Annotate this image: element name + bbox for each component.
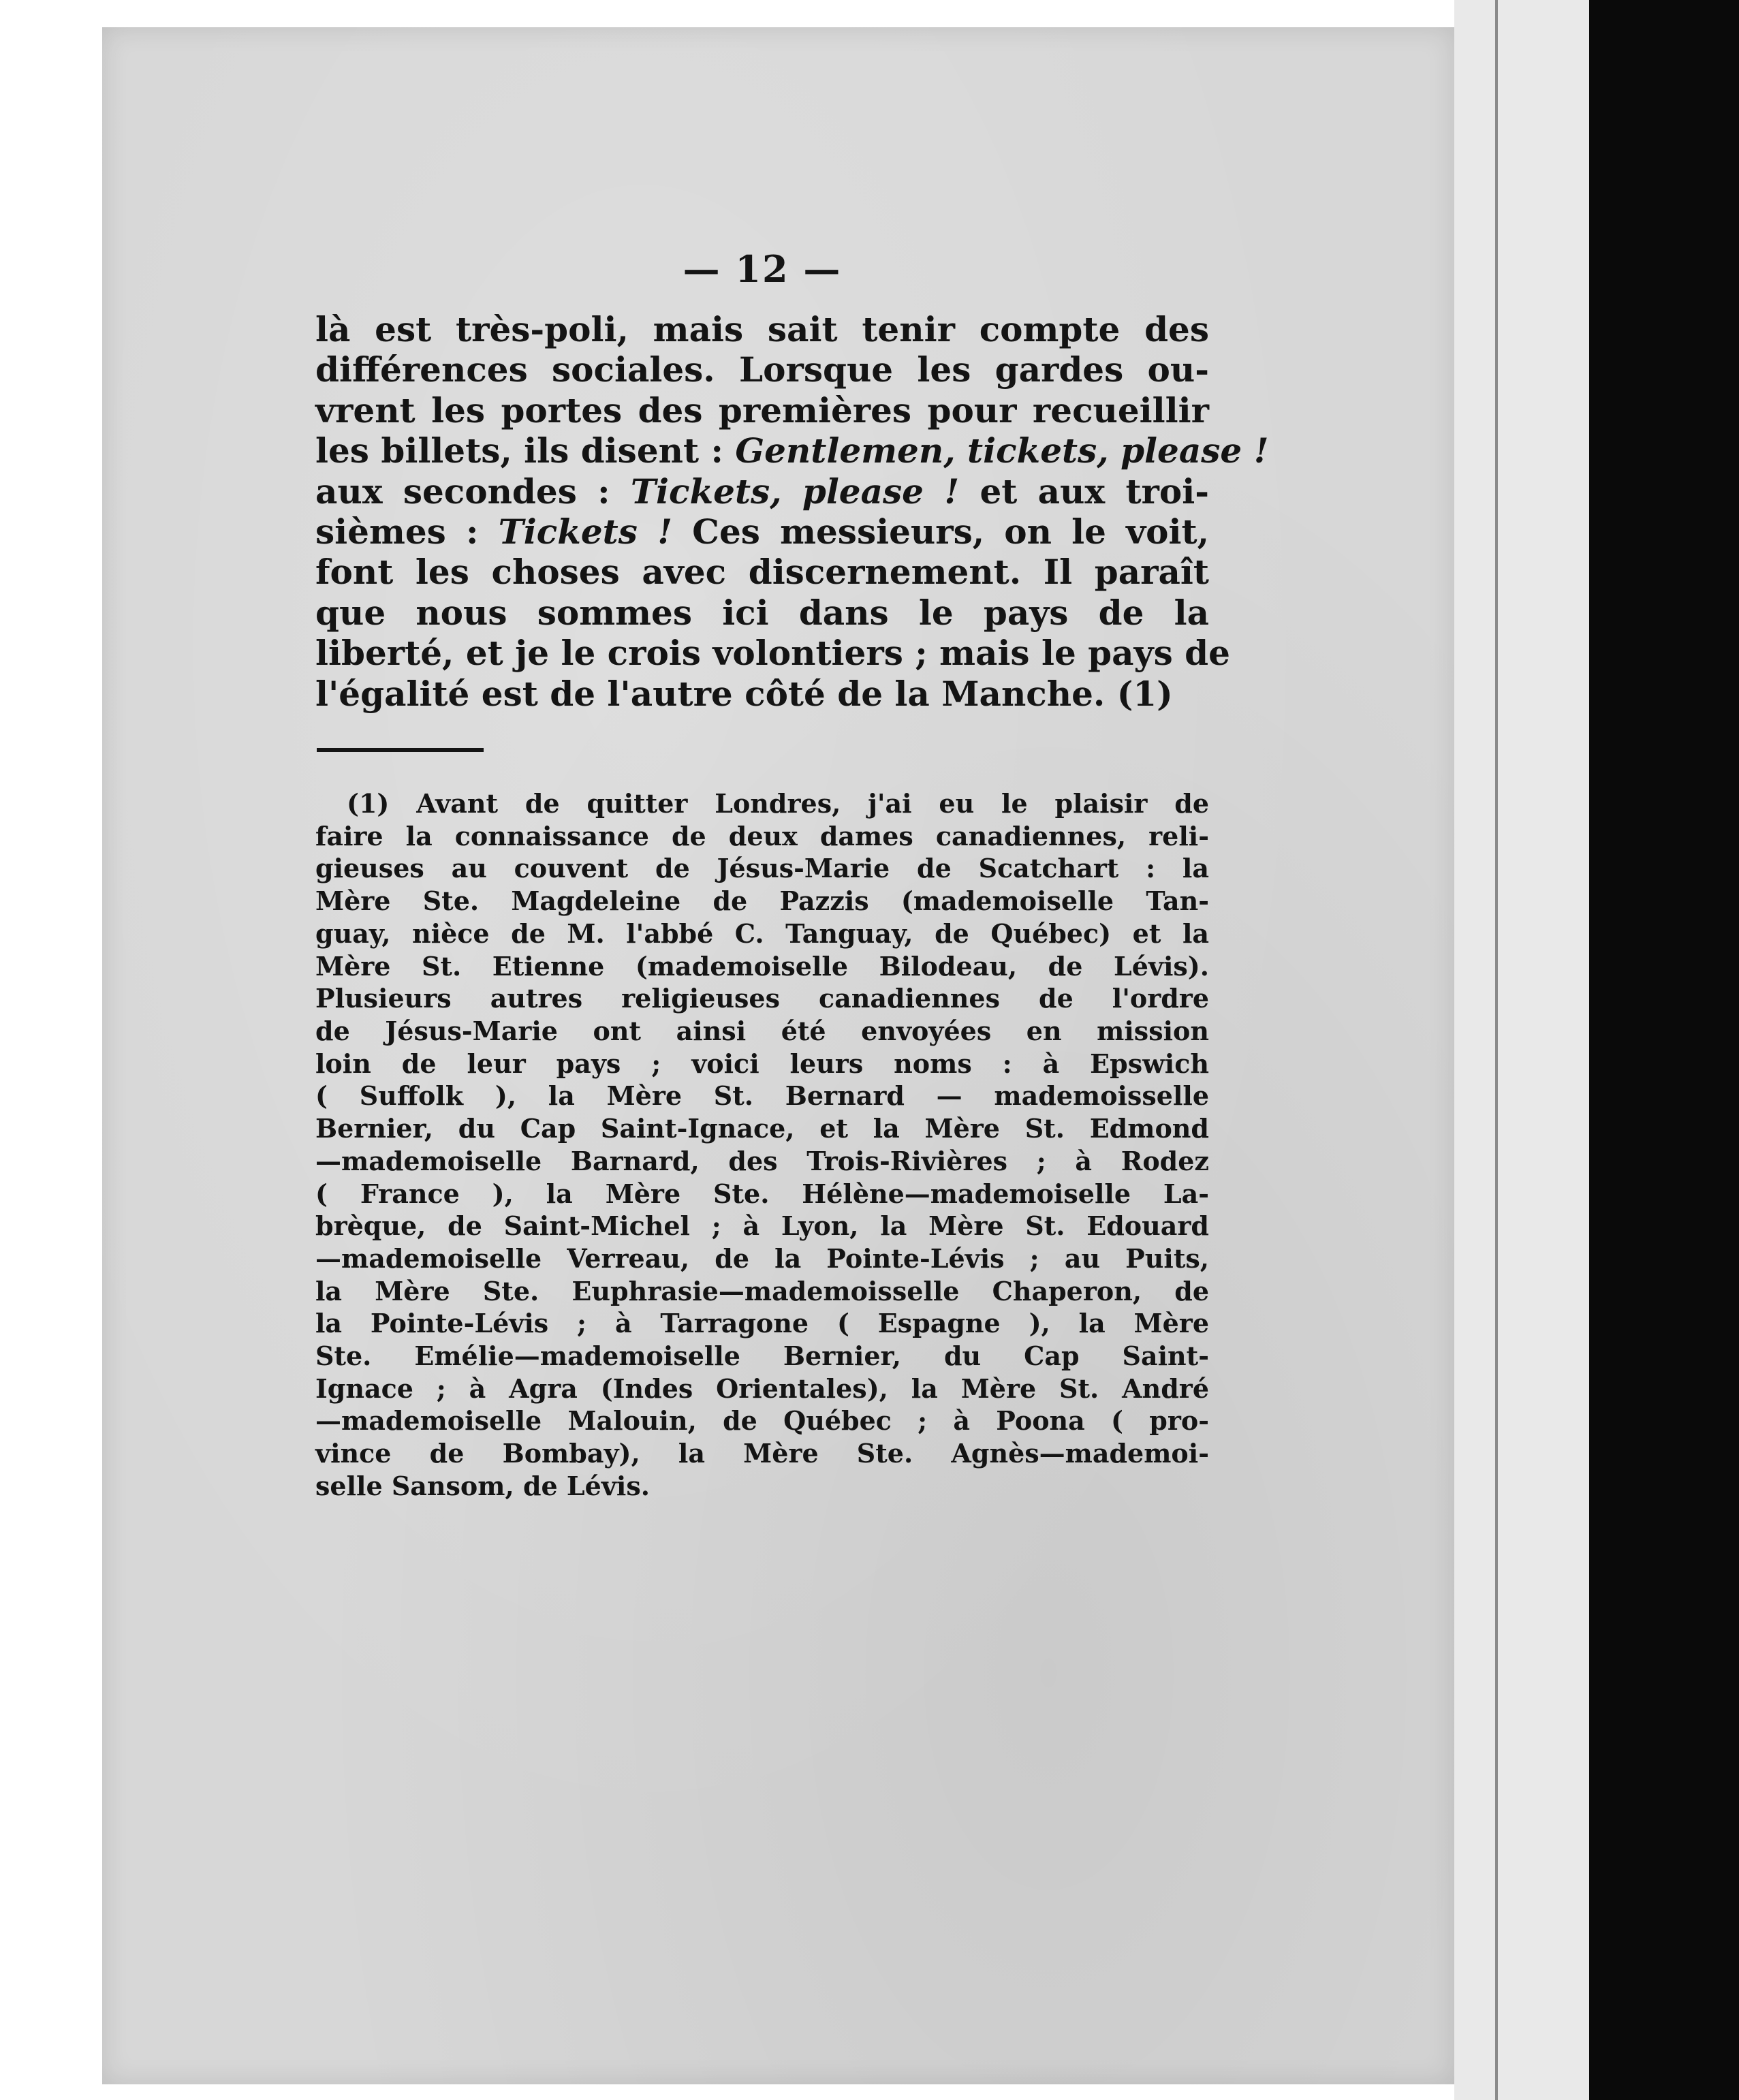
footnote-line: loin de leur pays ; voici leurs noms : à Epswich xyxy=(315,1048,1209,1079)
footnote-line: gieuses au couvent de Jésus-Marie de Scatchart : la xyxy=(315,853,1209,884)
footnote-line: la Mère Ste. Euphrasie—mademoisselle Chaperon, de xyxy=(315,1275,1209,1306)
main-text-line: là est très-poli, mais sait tenir compte des xyxy=(315,309,1209,349)
footnote-line: —mademoiselle Verreau, de la Pointe-Lévis ; au Puits, xyxy=(315,1242,1209,1274)
main-text-segment: les billets, ils disent : xyxy=(315,430,723,471)
main-text-segment: aux secondes : xyxy=(315,471,610,512)
italic-phrase: Tickets ! xyxy=(498,512,673,552)
page-content xyxy=(315,245,1269,1503)
italic-phrase: Gentlemen, tickets, please ! xyxy=(735,430,1269,471)
footnote xyxy=(315,787,1209,1502)
main-text-line: que nous sommes ici dans le pays de la xyxy=(315,592,1209,633)
main-text-line: font les choses avec discernement. Il paraît xyxy=(315,552,1209,593)
footnote-line: de Jésus-Marie ont ainsi été envoyées en mission xyxy=(315,1015,1209,1046)
footnote-line: Ste. Emélie—mademoiselle Bernier, du Cap Saint- xyxy=(315,1341,1209,1372)
footnote-line: Bernier, du Cap Saint-Ignace, et la Mère St. Edmond xyxy=(315,1113,1209,1144)
footnote-line: guay, nièce de M. l'abbé C. Tanguay, de Québec) et la xyxy=(315,918,1209,949)
main-text-segment: Ces messieurs, on le voit, xyxy=(692,512,1209,552)
footnote-line: —mademoiselle Barnard, des Trois-Rivières ; à Rodez xyxy=(315,1145,1209,1176)
main-text-line: différences sociales. Lorsque les gardes ou- xyxy=(315,349,1209,390)
main-text-line: l'égalité est de l'autre côté de la Manche. (1) xyxy=(315,673,1173,714)
main-text-segment: sièmes : xyxy=(315,512,479,552)
footnote-line: Ignace ; à Agra (Indes Orientales), la Mère St. André xyxy=(315,1373,1209,1404)
footnote-line: —mademoiselle Malouin, de Québec ; à Poona ( pro- xyxy=(315,1405,1209,1437)
main-text-segment: et aux troi- xyxy=(980,471,1209,512)
footnote-line: (1) Avant de quitter Londres, j'ai eu le plaisir de xyxy=(347,788,1209,819)
footnote-line: faire la connaissance de deux dames canadiennes, reli- xyxy=(315,820,1209,851)
binding-edge-line xyxy=(1495,0,1498,2100)
main-text-line: vrent les portes des premières pour recueillir xyxy=(315,390,1209,430)
footnote-line: brèque, de Saint-Michel ; à Lyon, la Mère St. Edouard xyxy=(315,1210,1209,1242)
main-text-line-mixed xyxy=(315,430,1269,471)
footnote-separator xyxy=(317,748,484,752)
footnote-line: la Pointe-Lévis ; à Tarragone ( Espagne ), la Mère xyxy=(315,1308,1209,1339)
book-binding xyxy=(1454,0,1597,2100)
main-text-line-mixed xyxy=(315,512,1209,552)
footnote-line: Plusieurs autres religieuses canadiennes de l'ordre xyxy=(315,983,1209,1014)
italic-phrase: Tickets, please ! xyxy=(630,471,960,512)
footnote-line: selle Sansom, de Lévis. xyxy=(315,1470,650,1501)
footnote-line: vince de Bombay), la Mère Ste. Agnès—mademoi- xyxy=(315,1438,1209,1469)
footnote-line: Mère Ste. Magdeleine de Pazzis (mademoiselle Tan- xyxy=(315,886,1209,917)
footnote-line: ( France ), la Mère Ste. Hélène—mademoiselle La- xyxy=(315,1178,1209,1209)
main-text-line-mixed xyxy=(315,471,1209,512)
main-text xyxy=(315,309,1269,714)
footnote-line: Mère St. Etienne (mademoiselle Bilodeau, de Lévis). xyxy=(315,950,1209,982)
page-number: — 12 — xyxy=(683,247,842,291)
scanner-border xyxy=(1589,0,1739,2100)
footnote-line: ( Suffolk ), la Mère St. Bernard — mademoisselle xyxy=(315,1080,1209,1112)
main-text-line: liberté, et je le crois volontiers ; mais le pays de xyxy=(315,633,1230,674)
